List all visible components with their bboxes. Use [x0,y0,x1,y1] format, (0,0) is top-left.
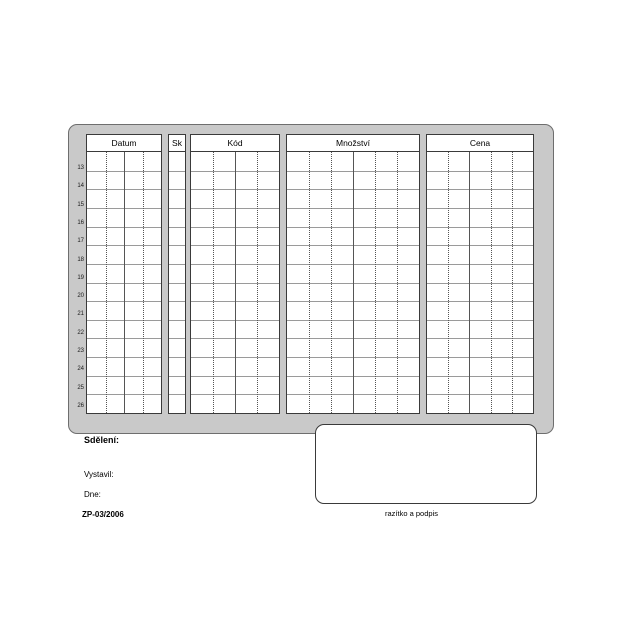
grid-row-line [169,376,185,377]
grid-row-line [427,283,533,284]
grid-column-line [469,152,470,413]
grid-row-line [427,357,533,358]
row-number: 24 [77,366,84,373]
grid-column-line [257,152,258,413]
grid-row-line [427,264,533,265]
row-number: 20 [77,293,84,300]
column-header-cena: Cena [427,135,533,152]
grid-row-line [427,301,533,302]
grid-row-line [169,189,185,190]
column-grid-cena [427,152,533,413]
grid-column-line [309,152,310,413]
column-grid-sk [169,152,185,413]
row-number: 16 [77,219,84,226]
column-header-mnozstvi: Množství [287,135,419,152]
column-header-kod: Kód [191,135,279,152]
row-number-gutter [70,158,84,414]
grid-column-line [353,152,354,413]
grid-column-line [213,152,214,413]
row-number: 22 [77,329,84,336]
grid-row-line [427,227,533,228]
column-sk[interactable] [168,134,186,414]
row-number: 21 [77,311,84,318]
row-number: 17 [77,238,84,245]
grid-column-line [397,152,398,413]
grid-column-line [235,152,236,413]
column-kod[interactable] [190,134,280,414]
grid-row-line [427,208,533,209]
label-razitko-a-podpis: razítko a podpis [385,509,438,518]
grid-row-line [427,376,533,377]
grid-row-line [169,283,185,284]
grid-row-line [169,171,185,172]
grid-row-line [169,264,185,265]
stamp-signature-box[interactable] [315,424,537,504]
grid-row-line [169,338,185,339]
grid-row-line [427,189,533,190]
grid-row-line [169,301,185,302]
grid-row-line [427,394,533,395]
grid-row-line [169,320,185,321]
row-number: 18 [77,256,84,263]
label-vystavil: Vystavil: [84,470,114,479]
grid-column-line [375,152,376,413]
column-datum[interactable] [86,134,162,414]
grid-row-line [169,245,185,246]
column-header-sk: Sk [169,135,185,152]
row-number: 23 [77,348,84,354]
grid-row-line [169,357,185,358]
form-code: ZP-03/2006 [82,510,124,519]
grid-row-line [427,245,533,246]
row-number: 15 [77,201,84,208]
label-dne: Dne: [84,490,101,499]
grid-column-line [331,152,332,413]
grid-row-line [169,227,185,228]
grid-row-line [169,208,185,209]
column-header-datum: Datum [87,135,161,152]
row-number: 26 [77,402,84,409]
grid-row-line [427,338,533,339]
row-number: 19 [77,274,84,281]
grid-column-line [106,152,107,413]
grid-column-line [448,152,449,413]
row-number: 13 [77,165,84,171]
row-number: 25 [77,384,84,391]
grid-row-line [169,394,185,395]
column-grid-datum [87,152,161,413]
grid-column-line [124,152,125,413]
column-grid-kod [191,152,279,413]
label-sdeleni: Sdělení: [84,435,120,445]
grid-column-line [512,152,513,413]
grid-column-line [491,152,492,413]
column-mnozstvi[interactable] [286,134,420,414]
column-grid-mnozstvi [287,152,419,413]
grid-row-line [427,320,533,321]
grid-column-line [143,152,144,413]
grid-row-line [427,171,533,172]
column-cena[interactable] [426,134,534,414]
row-number: 14 [77,183,84,190]
